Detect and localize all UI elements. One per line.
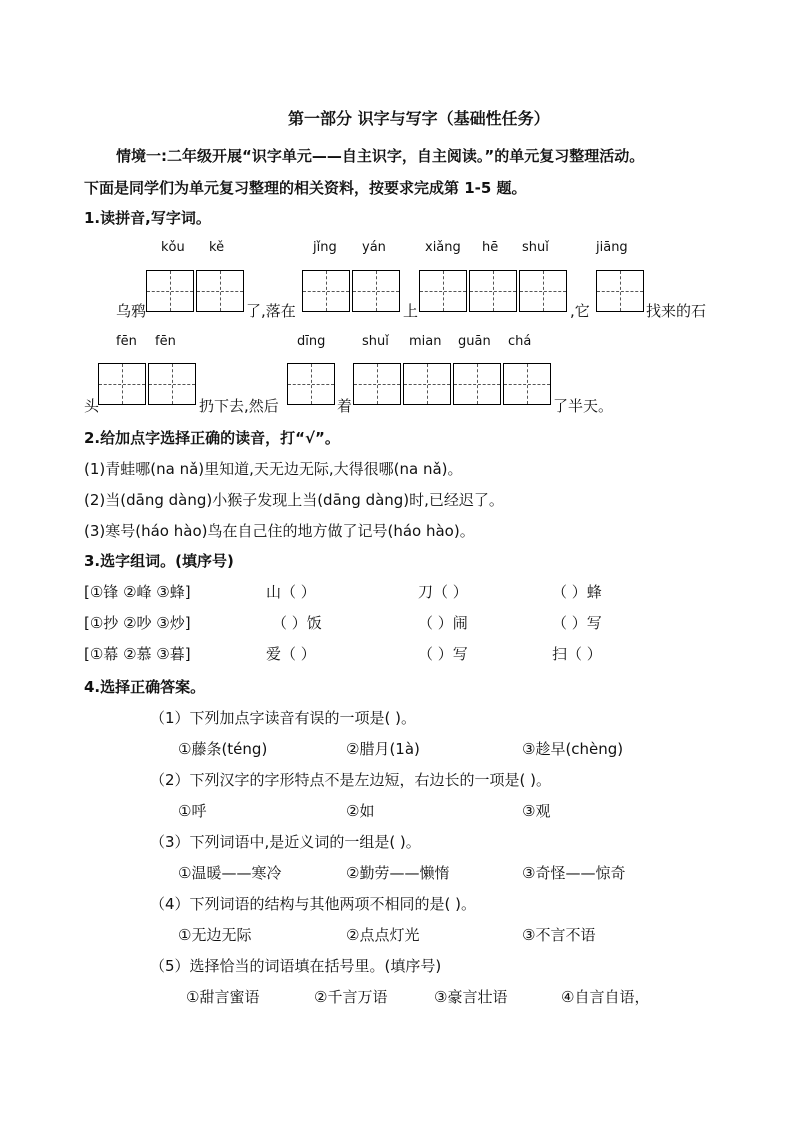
writing-box[interactable] [519,270,567,312]
scenario-intro: 情境一:二年级开展“识字单元——自主识字，自主阅读。”的单元复习整理活动。 [116,147,645,165]
writing-box[interactable] [503,363,551,405]
q4-option[interactable]: ②千言万语 [314,988,388,1006]
q3-blank[interactable]: （ ）写 [418,645,468,663]
sentence-text: 头 [84,397,100,415]
writing-box[interactable] [469,270,517,312]
writing-box[interactable] [196,270,244,312]
q3-blank[interactable]: 爱（ ） [266,645,316,663]
q3-blank[interactable]: （ ）蜂 [552,583,602,601]
pinyin: fēn [155,334,176,349]
q4-option[interactable]: ①藤条(téng) [178,740,268,758]
pinyin: xiǎng [425,240,461,255]
pinyin: kǒu [161,240,185,255]
q3-blank[interactable]: 扫（ ） [552,645,602,663]
q4-option[interactable]: ②腊月(1à) [346,740,420,758]
q4-question: （1）下列加点字读音有误的一项是( )。 [150,709,417,727]
page-title: 第一部分 识字与写字（基础性任务） [288,109,550,128]
q2-item: (2)当(dāng dàng)小猴子发现上当(dāng dàng)时,已经迟了。 [84,491,504,509]
q4-question: （3）下列词语中,是近义词的一组是( )。 [150,833,421,851]
writing-box[interactable] [287,363,335,405]
sentence-text: 找来的石 [646,302,707,320]
q4-option[interactable]: ②勤劳——懒惰 [346,864,450,882]
q3-choices: [①幕 ②慕 ③暮] [84,645,191,663]
writing-box[interactable] [419,270,467,312]
pinyin: dīng [297,334,326,349]
sentence-text: 扔下去,然后 [199,397,279,415]
q4-option[interactable]: ①甜言蜜语 [186,988,260,1006]
writing-box[interactable] [403,363,451,405]
writing-box[interactable] [302,270,350,312]
q4-option[interactable]: ②如 [346,802,375,820]
pinyin: guān [458,334,491,349]
q4-option[interactable]: ④自言自语， [561,988,650,1006]
writing-box[interactable] [146,270,194,312]
q4-heading: 4.选择正确答案。 [84,678,206,696]
pinyin: jǐng [313,240,337,255]
q4-option[interactable]: ③不言不语 [522,926,596,944]
q3-choices: [①锋 ②峰 ③蜂] [84,583,191,601]
sentence-text: ,它 [570,302,590,320]
pinyin: fēn [116,334,137,349]
sentence-text: 乌鸦 [116,302,147,320]
pinyin: shuǐ [362,334,389,349]
writing-box[interactable] [353,363,401,405]
q3-choices: [①抄 ②吵 ③炒] [84,614,191,632]
sentence-text: 了半天。 [553,397,614,415]
q3-blank[interactable]: （ ）写 [552,614,602,632]
q4-option[interactable]: ①无边无际 [178,926,252,944]
q4-option[interactable]: ③观 [522,802,551,820]
q4-option[interactable]: ①温暖——寒冷 [178,864,282,882]
sentence-text: 了,落在 [246,302,296,320]
writing-box[interactable] [98,363,146,405]
q2-item: (1)青蛙哪(na nǎ)里知道,天无边无际,大得很哪(na nǎ)。 [84,460,463,478]
pinyin: hē [482,240,499,255]
q4-option[interactable]: ③奇怪——惊奇 [522,864,626,882]
q4-option[interactable]: ②点点灯光 [346,926,420,944]
writing-box[interactable] [148,363,196,405]
q4-option[interactable]: ①呼 [178,802,207,820]
writing-box[interactable] [596,270,644,312]
pinyin: yán [362,240,386,255]
q4-question: （5）选择恰当的词语填在括号里。(填序号) [150,957,442,975]
q4-option[interactable]: ③豪言壮语 [434,988,508,1006]
pinyin: mian [409,334,442,349]
pinyin: kě [209,240,225,255]
writing-box[interactable] [453,363,501,405]
q3-blank[interactable]: （ ）饭 [272,614,322,632]
q4-question: （2）下列汉字的字形特点不是左边短，右边长的一项是( )。 [150,771,552,789]
writing-box[interactable] [352,270,400,312]
q2-heading: 2.给加点字选择正确的读音，打“√”。 [84,429,340,447]
q2-item: (3)寒号(háo hào)鸟在自己住的地方做了记号(háo hào)。 [84,522,475,540]
instruction-text: 下面是同学们为单元复习整理的相关资料，按要求完成第 1-5 题。 [84,179,527,197]
q3-blank[interactable]: 山（ ） [266,583,316,601]
pinyin: shuǐ [522,240,549,255]
q4-question: （4）下列词语的结构与其他两项不相同的是( )。 [150,895,477,913]
sentence-text: 着 [337,397,353,415]
q3-blank[interactable]: 刀（ ） [418,583,468,601]
q1-heading: 1.读拼音,写字词。 [84,209,211,227]
q3-blank[interactable]: （ ）闹 [418,614,468,632]
pinyin: jiāng [596,240,628,255]
q3-heading: 3.选字组词。(填序号) [84,552,234,570]
q4-option[interactable]: ③趁早(chèng) [522,740,624,758]
sentence-text: 上 [403,302,419,320]
pinyin: chá [508,334,532,349]
